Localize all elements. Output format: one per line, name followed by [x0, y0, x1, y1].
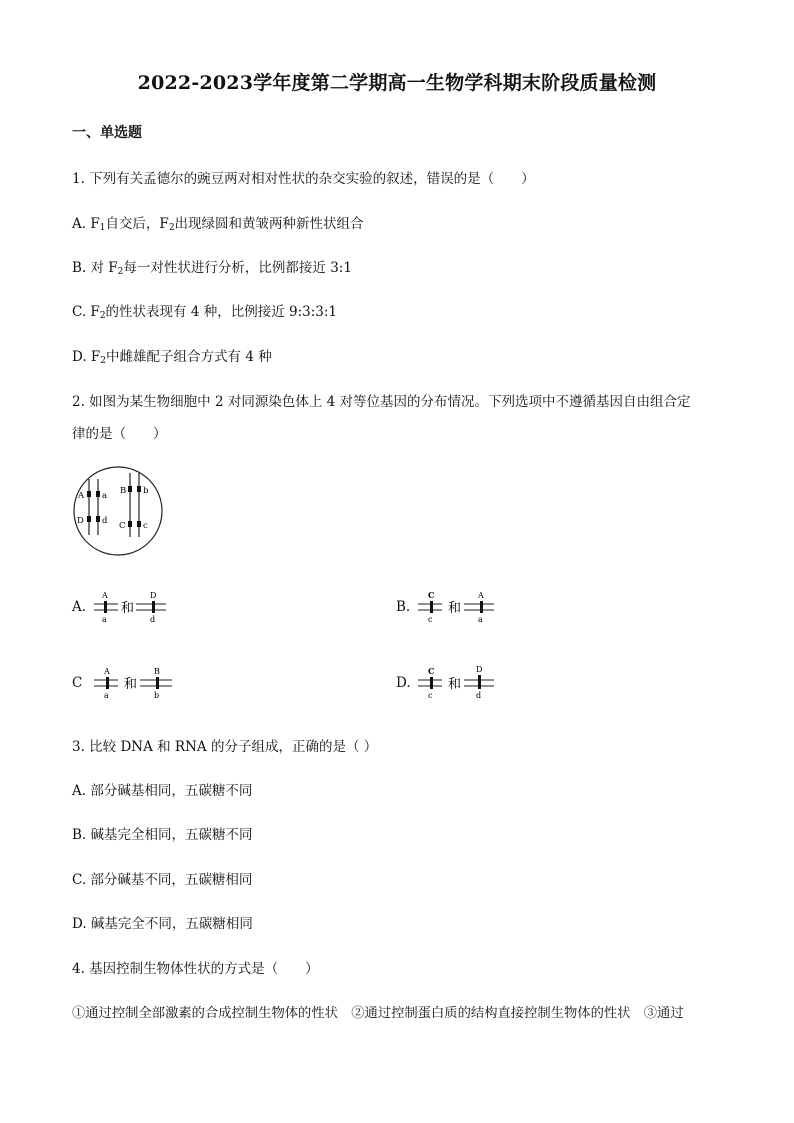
- allele-top: D: [476, 666, 483, 674]
- and-label: 和: [448, 677, 462, 692]
- allele-top: A: [102, 591, 108, 600]
- gene-label: C: [119, 521, 126, 531]
- and-label: 和: [121, 601, 135, 616]
- allele-top: C: [428, 590, 435, 600]
- gene-label: b: [143, 486, 149, 496]
- allele-bottom: c: [428, 691, 433, 700]
- question-3-option-c: C. 部分碱基不同，五碳糖相同: [72, 872, 253, 888]
- question-3-option-b: B. 碱基完全相同，五碳糖不同: [72, 827, 253, 843]
- allele-bottom: a: [478, 615, 483, 624]
- question-2-option-a[interactable]: A. A a 和 D d: [72, 591, 157, 624]
- and-label: 和: [448, 601, 462, 616]
- question-4-stem: 4. 基因控制生物体性状的方式是（ ）: [72, 961, 319, 977]
- gene-label: D: [77, 516, 84, 526]
- question-2-option-b[interactable]: B. C c 和 A a: [396, 590, 484, 624]
- gene-label: B: [120, 486, 127, 496]
- question-2-option-d[interactable]: D. C c 和 D d: [396, 666, 483, 700]
- question-3-stem: 3. 比较 DNA 和 RNA 的分子组成，正确的是（ ）: [72, 739, 378, 755]
- page-title: 2022-2023学年度第二学期高一生物学科期末阶段质量检测: [137, 72, 657, 94]
- allele-bottom: c: [428, 615, 433, 624]
- and-label: 和: [124, 677, 138, 692]
- question-2-stem-line-2: 律的是（ ）: [72, 426, 167, 442]
- section-heading: 一、单选题: [72, 125, 142, 141]
- cell-chromosome-diagram: [72, 465, 164, 561]
- gene-label: a: [102, 491, 108, 501]
- allele-bottom: a: [104, 691, 109, 700]
- question-2-stem-line-1: 2. 如图为某生物细胞中 2 对同源染色体上 4 对等位基因的分布情况。下列选项中不遵循基因自由组合定: [72, 394, 691, 410]
- allele-top: D: [150, 591, 157, 600]
- question-1-option-d: D. $F_2$中雌雄配子组合方式有 4 种: [72, 349, 272, 366]
- question-1-option-a: A. $F_1$自交后，$F_2$出现绿圆和黄皱两种新性状组合: [72, 216, 364, 233]
- allele-top: A: [478, 591, 484, 600]
- allele-bottom: b: [154, 691, 160, 700]
- gene-label: d: [102, 516, 108, 526]
- allele-bottom: d: [476, 691, 482, 700]
- allele-top: B: [154, 667, 160, 676]
- allele-top: A: [104, 667, 110, 676]
- question-2-option-c[interactable]: C A a 和 B b: [72, 667, 160, 700]
- question-3-option-a: A. 部分碱基相同，五碳糖不同: [72, 783, 253, 799]
- question-1-option-c: C. $F_2$的性状表现有 4 种，比例接近 9:3:3:1: [72, 304, 338, 321]
- gene-label: c: [143, 521, 148, 531]
- question-3-option-d: D. 碱基完全不同，五碳糖相同: [72, 916, 253, 932]
- question-1-option-b: B. 对 $F_2$每一对性状进行分析，比例都接近 3:1: [72, 260, 352, 277]
- allele-bottom: a: [102, 615, 107, 624]
- question-4-items: ①通过控制全部激素的合成控制生物体的性状 ②通过控制蛋白质的结构直接控制生物体的性状 ③通过: [72, 1006, 684, 1021]
- question-1-stem: 1. 下列有关孟德尔的豌豆两对相对性状的杂交实验的叙述，错误的是（ ）: [72, 171, 535, 187]
- allele-bottom: d: [150, 615, 156, 624]
- gene-label: A: [78, 491, 85, 501]
- allele-top: C: [428, 666, 435, 676]
